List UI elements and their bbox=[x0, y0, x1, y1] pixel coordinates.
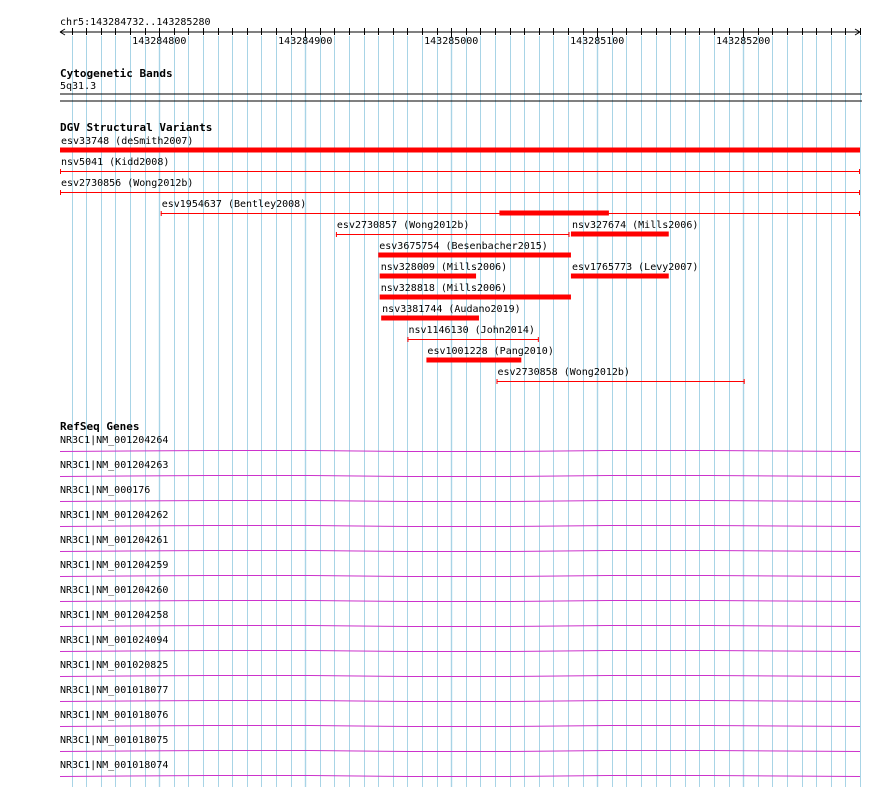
variant-bar bbox=[380, 295, 571, 300]
variant-list bbox=[60, 136, 860, 384]
gene-feature bbox=[60, 635, 860, 652]
gene-intron-line bbox=[60, 751, 860, 752]
variant-label: esv2730858 (Wong2012b) bbox=[497, 367, 630, 378]
variant-label: esv1954637 (Bentley2008) bbox=[161, 199, 307, 210]
variant-bar bbox=[571, 232, 669, 237]
gene-intron-line bbox=[60, 651, 860, 652]
variant-bar bbox=[499, 211, 608, 216]
variant-feature bbox=[60, 157, 860, 174]
variant-feature bbox=[378, 241, 571, 258]
variant-label: nsv5041 (Kidd2008) bbox=[61, 157, 170, 168]
variant-bar bbox=[571, 274, 669, 279]
tick-label: 143284900 bbox=[278, 36, 333, 47]
gene-feature bbox=[60, 535, 860, 552]
tick-label: 143285000 bbox=[424, 36, 479, 47]
cytoband-track-title: Cytogenetic Bands bbox=[60, 67, 173, 80]
tick-label: 143284800 bbox=[132, 36, 187, 47]
variant-feature bbox=[496, 367, 744, 384]
gene-feature bbox=[60, 610, 860, 627]
variant-label: esv33748 (deSmith2007) bbox=[61, 136, 194, 147]
variant-label: nsv1146130 (John2014) bbox=[408, 325, 535, 336]
gene-intron-line bbox=[60, 576, 860, 577]
gene-label: NR3C1|NM_001024094 bbox=[60, 635, 169, 646]
variant-bar bbox=[380, 274, 476, 279]
variant-label: nsv328009 (Mills2006) bbox=[380, 262, 508, 273]
gene-label: NR3C1|NM_001020825 bbox=[60, 660, 169, 671]
gene-label: NR3C1|NM_001204261 bbox=[60, 535, 169, 546]
variant-feature bbox=[60, 178, 860, 195]
gene-intron-line bbox=[60, 526, 860, 527]
gene-label: NR3C1|NM_001018074 bbox=[60, 760, 169, 771]
ruler-ticks bbox=[73, 28, 861, 47]
gene-intron-line bbox=[60, 776, 860, 777]
tick-label: 143285200 bbox=[716, 36, 771, 47]
variant-feature bbox=[380, 262, 507, 279]
variant-feature bbox=[407, 325, 538, 342]
gene-label: NR3C1|NM_001018076 bbox=[60, 710, 169, 721]
gene-feature bbox=[60, 460, 860, 477]
gene-intron-line bbox=[60, 476, 860, 477]
gene-label: NR3C1|NM_001204264 bbox=[60, 435, 169, 446]
gene-label: NR3C1|NM_000176 bbox=[60, 485, 151, 496]
variant-feature bbox=[499, 211, 608, 216]
ruler bbox=[60, 17, 861, 47]
gene-feature bbox=[60, 485, 860, 502]
gene-feature bbox=[60, 760, 860, 777]
variant-label: nsv327674 (Mills2006) bbox=[571, 220, 699, 231]
gene-label: NR3C1|NM_001204258 bbox=[60, 610, 169, 621]
variant-feature bbox=[380, 283, 571, 300]
tick-label: 143285100 bbox=[570, 36, 625, 47]
region-label: chr5:143284732..143285280 bbox=[60, 17, 211, 28]
gene-intron-line bbox=[60, 626, 860, 627]
variant-label: esv1001228 (Pang2010) bbox=[427, 346, 554, 357]
variant-label: nsv328818 (Mills2006) bbox=[380, 283, 508, 294]
variant-bar bbox=[426, 358, 521, 363]
variant-feature bbox=[60, 136, 860, 153]
gene-intron-line bbox=[60, 726, 860, 727]
gene-label: NR3C1|NM_001204260 bbox=[60, 585, 169, 596]
gene-feature bbox=[60, 710, 860, 727]
dgv-track-title: DGV Structural Variants bbox=[60, 121, 213, 134]
gene-intron-line bbox=[60, 501, 860, 502]
gene-label: NR3C1|NM_001018077 bbox=[60, 685, 169, 696]
variant-feature bbox=[571, 262, 698, 279]
gene-feature bbox=[60, 735, 860, 752]
gene-intron-line bbox=[60, 451, 860, 452]
variant-feature bbox=[571, 220, 698, 237]
variant-label: nsv3381744 (Audano2019) bbox=[382, 304, 521, 315]
gene-feature bbox=[60, 435, 860, 452]
variant-label: esv2730857 (Wong2012b) bbox=[336, 220, 470, 231]
variant-feature bbox=[426, 346, 553, 363]
gene-intron-line bbox=[60, 701, 860, 702]
gene-feature bbox=[60, 510, 860, 527]
variant-label: esv2730856 (Wong2012b) bbox=[61, 178, 194, 189]
variant-feature bbox=[336, 220, 570, 237]
gene-feature bbox=[60, 660, 860, 677]
gene-label: NR3C1|NM_001204262 bbox=[60, 510, 169, 521]
gene-intron-line bbox=[60, 551, 860, 552]
refseq-track-title: RefSeq Genes bbox=[60, 420, 140, 433]
variant-label: esv1765773 (Levy2007) bbox=[571, 262, 699, 273]
gene-label: NR3C1|NM_001204263 bbox=[60, 460, 169, 471]
gene-label: NR3C1|NM_001204259 bbox=[60, 560, 169, 571]
refseq-track bbox=[60, 420, 860, 777]
variant-label: esv3675754 (Besenbacher2015) bbox=[379, 241, 548, 252]
variant-feature bbox=[381, 304, 520, 321]
gene-list bbox=[60, 435, 860, 777]
variant-bar bbox=[60, 148, 860, 153]
gene-feature bbox=[60, 685, 860, 702]
gene-label: NR3C1|NM_001018075 bbox=[60, 735, 169, 746]
gene-feature bbox=[60, 585, 860, 602]
variant-bar bbox=[381, 316, 479, 321]
gene-feature bbox=[60, 560, 860, 577]
gene-intron-line bbox=[60, 601, 860, 602]
cytoband-label: 5q31.3 bbox=[60, 81, 97, 92]
gene-intron-line bbox=[60, 676, 860, 677]
variant-bar bbox=[378, 253, 571, 258]
dgv-track bbox=[60, 121, 860, 384]
cytoband-track bbox=[60, 67, 862, 101]
